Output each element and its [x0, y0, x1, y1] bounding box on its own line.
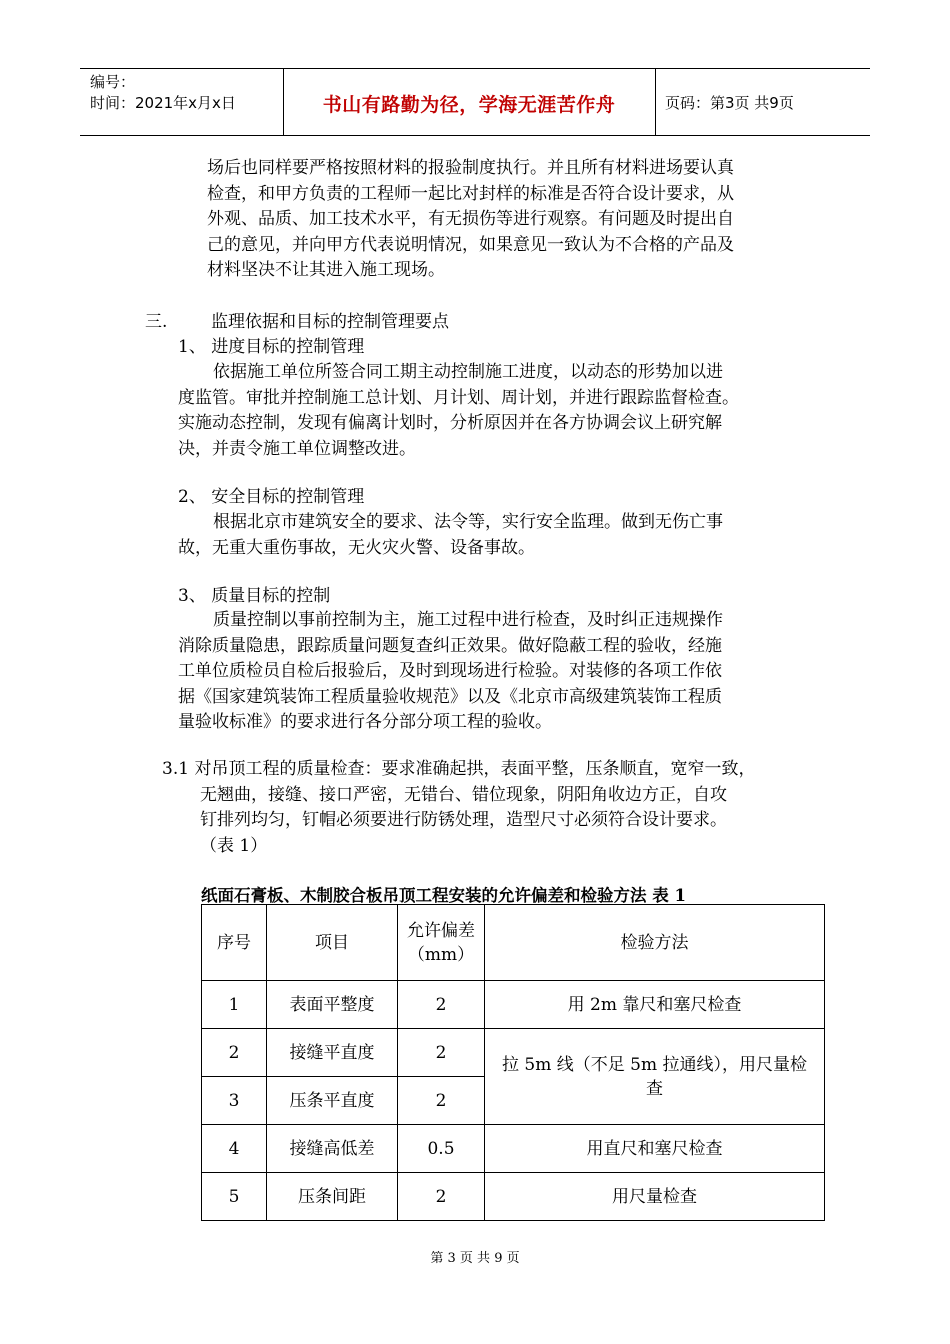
table-row [202, 981, 825, 1029]
table-cell: 2 [398, 1029, 485, 1077]
text-line: 量验收标准》的要求进行各分部分项工程的验收。 [178, 712, 552, 732]
header-motto: 书山有路勤为径，学海无涯苦作舟 [322, 94, 616, 116]
text-line: 材料坚决不让其进入施工现场。 [207, 260, 445, 280]
table-cell: 1 [202, 981, 267, 1029]
table-cell: 5 [202, 1173, 267, 1221]
text-line: 根据北京市建筑安全的要求、法令等，实行安全监理。做到无伤亡事 [213, 512, 723, 532]
table-cell: 用直尺和塞尺检查 [485, 1125, 825, 1173]
header-divider [655, 68, 656, 135]
section-number: 三. [145, 312, 168, 332]
item-heading-safety: 2、 安全目标的控制管理 [178, 487, 365, 507]
column-header: 序号 [202, 905, 267, 981]
paragraph-materials [207, 156, 734, 284]
table-row [202, 1173, 825, 1221]
paragraph-ceiling-check [162, 757, 755, 859]
table-cell: 用 2m 靠尺和塞尺检查 [485, 981, 825, 1029]
header-top-rule [80, 68, 870, 69]
table-row [202, 1125, 825, 1173]
table-cell: 2 [398, 981, 485, 1029]
column-header: 项目 [267, 905, 398, 981]
table-cell: 表面平整度 [267, 981, 398, 1029]
page-footer: 第 3 页 共 9 页 [430, 1251, 520, 1266]
header-time: 时间：2021年x月x日 [90, 94, 236, 112]
text-line: 检查，和甲方负责的工程师一起比对封样的标准是否符合设计要求，从 [207, 183, 734, 204]
text-line: 3.1 对吊顶工程的质量检查：要求准确起拱，表面平整，压条顺直，宽窄一致， [162, 759, 756, 779]
table-cell: 3 [202, 1077, 267, 1125]
header-number: 编号： [90, 73, 136, 91]
table-cell: 用尺量检查 [485, 1173, 825, 1221]
table-row [202, 1029, 825, 1077]
item-heading-quality: 3、 质量目标的控制 [178, 586, 331, 606]
table-cell: 接缝平直度 [267, 1029, 398, 1077]
table-header-row [202, 905, 825, 981]
header-meta [90, 72, 236, 114]
section-heading: 监理依据和目标的控制管理要点 [211, 312, 449, 332]
tolerance-table [201, 904, 825, 1221]
header-bottom-rule [80, 135, 870, 136]
paragraph-quality [178, 608, 723, 736]
table-cell: 接缝高低差 [267, 1125, 398, 1173]
text-line: 钉排列均匀，钉帽必须要进行防锈处理，造型尺寸必须符合设计要求。 [200, 810, 727, 830]
table-cell: 压条间距 [267, 1173, 398, 1221]
table-cell: 2 [398, 1077, 485, 1125]
paragraph-safety [178, 510, 723, 561]
text-line: （表 1） [200, 835, 268, 856]
column-header: 允许偏差（mm） [398, 905, 485, 981]
text-line: 场后也同样要严格按照材料的报验制度执行。并且所有材料进场要认真 [207, 158, 734, 178]
text-line: 外观、品质、加工技术水平，有无损伤等进行观察。有问题及时提出自 [207, 209, 734, 229]
text-line: 度监管。审批并控制施工总计划、月计划、周计划，并进行跟踪监督检查。 [178, 387, 739, 408]
table-cell: 拉 5m 线（不足 5m 拉通线），用尺量检查 [485, 1029, 825, 1125]
text-line: 决，并责令施工单位调整改进。 [178, 438, 416, 459]
column-header: 检验方法 [485, 905, 825, 981]
paragraph-schedule [178, 360, 739, 462]
table-cell: 压条平直度 [267, 1077, 398, 1125]
item-heading-schedule: 1、 进度目标的控制管理 [178, 337, 365, 357]
text-line: 工单位质检员自检后报验后，及时到现场进行检验。对装修的各项工作依 [178, 661, 722, 681]
text-line: 无翘曲，接缝、接口严密，无错台、错位现象，阴阳角收边方正，自攻 [200, 784, 727, 805]
text-line: 消除质量隐患，跟踪质量问题复查纠正效果。做好隐蔽工程的验收，经施 [178, 635, 722, 656]
table-cell: 2 [398, 1173, 485, 1221]
text-line: 实施动态控制，发现有偏离计划时，分析原因并在各方协调会议上研究解 [178, 413, 722, 433]
text-line: 质量控制以事前控制为主，施工过程中进行检查，及时纠正违规操作 [213, 610, 723, 630]
table-caption: 纸面石膏板、木制胶合板吊顶工程安装的允许偏差和检验方法 表 1 [201, 886, 686, 905]
table-cell: 2 [202, 1029, 267, 1077]
text-line: 故，无重大重伤事故，无火灾火警、设备事故。 [178, 537, 535, 558]
table-cell: 4 [202, 1125, 267, 1173]
header-page-number: 页码：第3页 共9页 [665, 94, 794, 112]
text-line: 己的意见，并向甲方代表说明情况，如果意见一致认为不合格的产品及 [207, 234, 734, 255]
text-line: 依据施工单位所签合同工期主动控制施工进度，以动态的形势加以进 [213, 362, 723, 382]
text-line: 据《国家建筑装饰工程质量验收规范》以及《北京市高级建筑装饰工程质 [178, 686, 722, 707]
table-cell: 0.5 [398, 1125, 485, 1173]
